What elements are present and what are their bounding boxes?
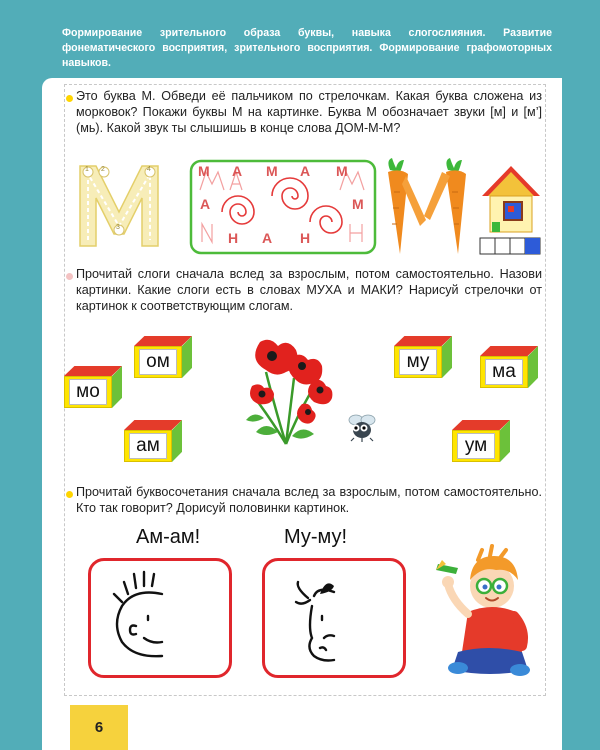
maze-letter-n2: Н <box>300 230 311 246</box>
page-header-goals: Формирование зрительного образа буквы, навыка слогослияния. Развитие фонематического восприятия, зрительного восприятия. Формирование графомоторных навыков. <box>62 27 552 69</box>
maze-letter-m3: М <box>336 163 348 179</box>
task3-instructions: Прочитай буквосочетания сначала вслед за взрослым, потом самостоятельно. Кто так говорит? Дорисуй половинки картинок. <box>76 485 542 515</box>
phrase-mu-mu: Му-му! <box>284 526 348 548</box>
page-number: 6 <box>70 705 128 750</box>
syllable-label-mu: му <box>399 349 437 375</box>
maze-letter-m4: М <box>352 196 364 212</box>
task2-instructions: Прочитай слоги сначала вслед за взрослым, потом самостоятельно. Назови картинки. Какие слоги есть в словах МУХА и МАКИ? Нарисуй стрелочки от картинок к соответствующим слогам. <box>76 267 542 313</box>
maze-letter-a2: А <box>300 163 311 179</box>
task1-instructions: Это буква М. Обведи её пальчиком по стрелочкам. Какая буква сложена из морковок? Покажи буквы М на картинке. Буква М обозначает звуки [м] и [м’] (мь). Какой звук ты слышишь в конце слова ДОМ-М-М? <box>76 89 542 135</box>
phrase-am-am: Ам-ам! <box>136 526 201 548</box>
maze-letter-m1: М <box>198 163 210 179</box>
task2-bullet <box>66 273 73 280</box>
maze-letter-a4: А <box>262 230 273 246</box>
maze-letter-n1: Н <box>228 230 239 246</box>
stroke-number-3: 3 <box>116 224 120 231</box>
task1-bullet <box>66 95 73 102</box>
syllable-label-mo: мо <box>69 379 107 405</box>
syllable-label-om: ом <box>139 349 177 375</box>
syllable-label-am: ам <box>129 433 167 459</box>
syllable-label-ma: ма <box>485 359 523 385</box>
stroke-number-2: 2 <box>101 166 105 173</box>
stroke-number-4: 4 <box>147 166 151 173</box>
half-cow-face-drawing[interactable] <box>262 558 406 678</box>
house-picture[interactable] <box>478 162 544 258</box>
carrot-letter-m-picture[interactable] <box>380 156 470 256</box>
letter-maze-picture[interactable] <box>190 160 376 254</box>
task3-bullet <box>66 491 73 498</box>
syllable-label-um: ум <box>457 433 495 459</box>
boy-character-picture[interactable] <box>434 542 534 682</box>
maze-letter-a1: А <box>232 163 243 179</box>
stroke-number-badges <box>74 160 164 250</box>
fly-picture[interactable] <box>344 412 380 442</box>
poppies-picture[interactable] <box>236 332 336 452</box>
stroke-number-1: 1 <box>85 166 89 173</box>
maze-letter-a3: А <box>200 196 211 212</box>
maze-letter-m2: М <box>266 163 278 179</box>
half-boy-face-drawing[interactable] <box>88 558 232 678</box>
